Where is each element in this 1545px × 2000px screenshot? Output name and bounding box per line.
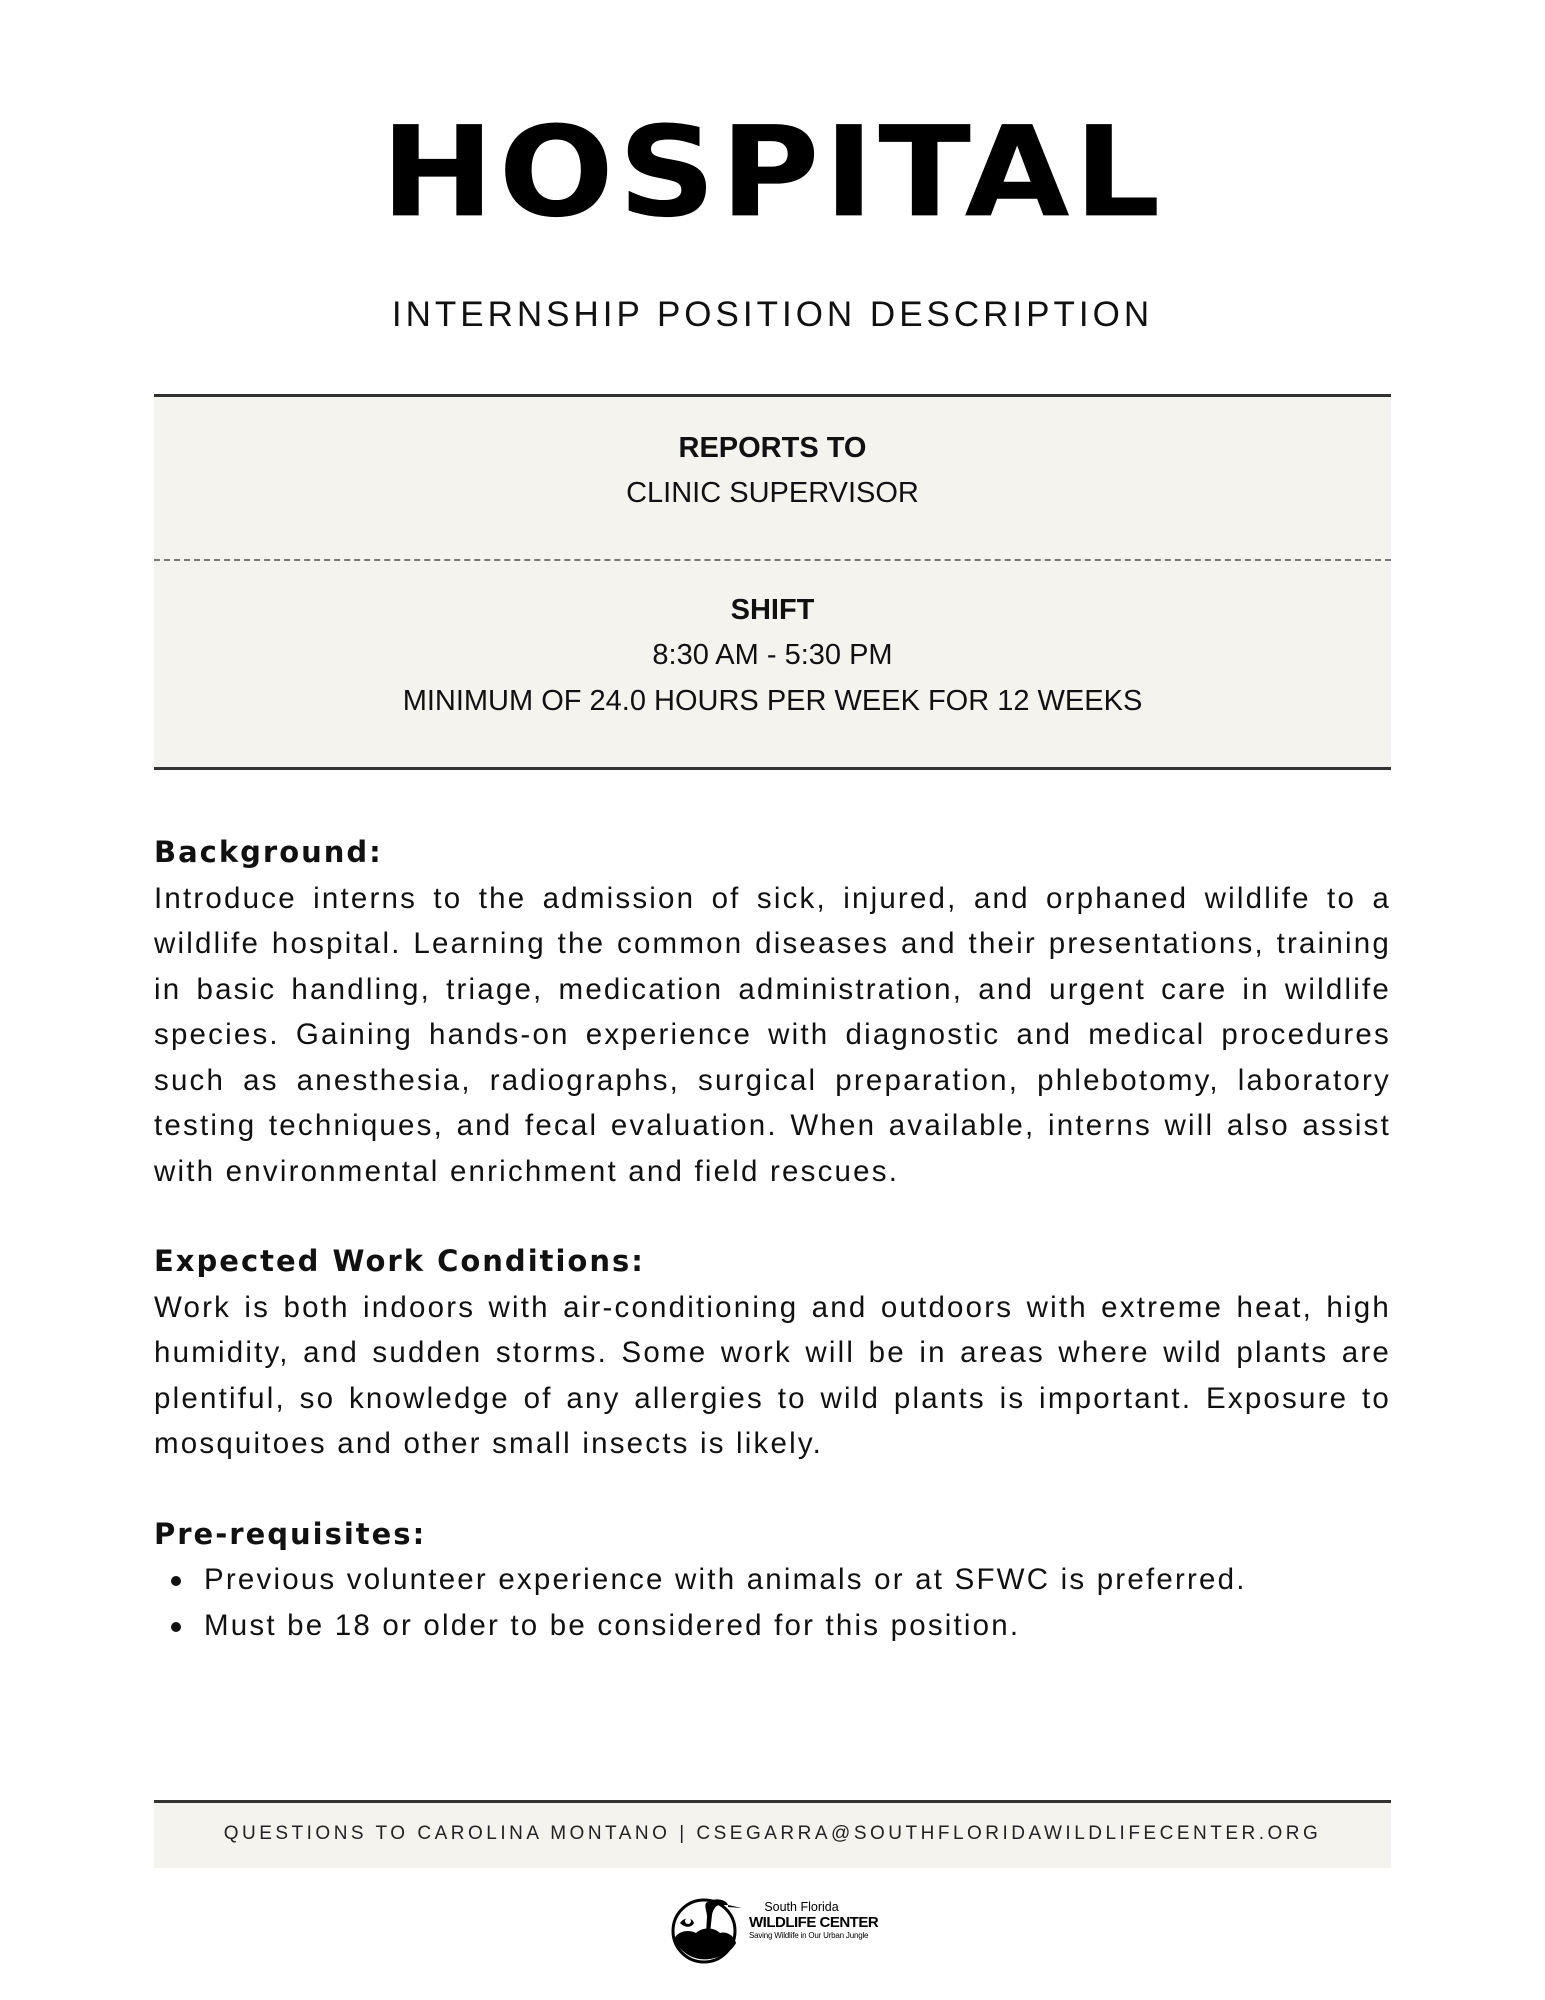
- work-conditions-body: Work is both indoors with air-conditioning and outdoors with extreme heat, high humidity, and sudden storms. Some work will be in areas where wild plants are plentiful, so knowledge of any allergies to wild plants is important. Exposure to mosquitoes and other small insects is likely.: [154, 1290, 1391, 1460]
- prerequisite-text: Previous volunteer experience with animals or at SFWC is preferred.: [204, 1563, 1247, 1596]
- reports-to-section: [154, 426, 1391, 516]
- position-info-box: [154, 394, 1391, 770]
- list-item: [204, 1603, 1391, 1649]
- shift-section: [154, 588, 1391, 724]
- background-body: Introduce interns to the admission of sick, injured, and orphaned wildlife to a wildlife hospital. Learning the common diseases and their presentations, training in basic handling, triage, medication administration, and urgent care in wildlife species. Gaining hands-on experience with diagnostic and medical procedures such as anesthesia, radiographs, surgical preparation, phlebotomy, laboratory testing techniques, and fecal evaluation. When available, interns will also assist with environmental enrichment and field rescues.: [154, 881, 1391, 1188]
- work-conditions-heading: Expected Work Conditions:: [154, 1244, 645, 1278]
- page-subtitle: INTERNSHIP POSITION DESCRIPTION: [391, 295, 1154, 334]
- heron-animals-circle-icon: [666, 1893, 746, 1965]
- shift-label: SHIFT: [730, 594, 815, 626]
- background-heading: Background:: [154, 835, 383, 869]
- bullet-icon: [171, 1622, 181, 1632]
- organization-logo: [666, 1893, 881, 1965]
- reports-to-value: CLINIC SUPERVISOR: [626, 477, 919, 509]
- shift-minimum: MINIMUM OF 24.0 HOURS PER WEEK FOR 12 WEEKS: [402, 685, 1143, 717]
- logo-tagline: Saving Wildlife in Our Urban Jungle: [749, 1930, 869, 1940]
- contact-text[interactable]: QUESTIONS TO CAROLINA MONTANO | CSEGARRA@SOUTHFLORIDAWILDLIFECENTER.ORG: [223, 1823, 1322, 1844]
- logo-line2: WILDLIFE CENTER: [749, 1913, 879, 1931]
- logo-line1: South Florida: [764, 1900, 839, 1914]
- prerequisite-text: Must be 18 or older to be considered for this position.: [204, 1608, 1021, 1642]
- description-content: [154, 830, 1391, 1648]
- prerequisites-list: [154, 1557, 1391, 1648]
- dashed-divider: [154, 559, 1391, 561]
- list-item: [204, 1557, 1391, 1603]
- shift-hours: 8:30 AM - 5:30 PM: [652, 639, 893, 671]
- prerequisites-heading: Pre-requisites:: [154, 1516, 427, 1551]
- contact-footer: [154, 1800, 1391, 1868]
- reports-to-label: REPORTS TO: [678, 432, 867, 464]
- page-title: HOSPITAL: [380, 100, 1165, 246]
- bullet-icon: [171, 1576, 181, 1586]
- logo-wordmark: [749, 1901, 884, 1940]
